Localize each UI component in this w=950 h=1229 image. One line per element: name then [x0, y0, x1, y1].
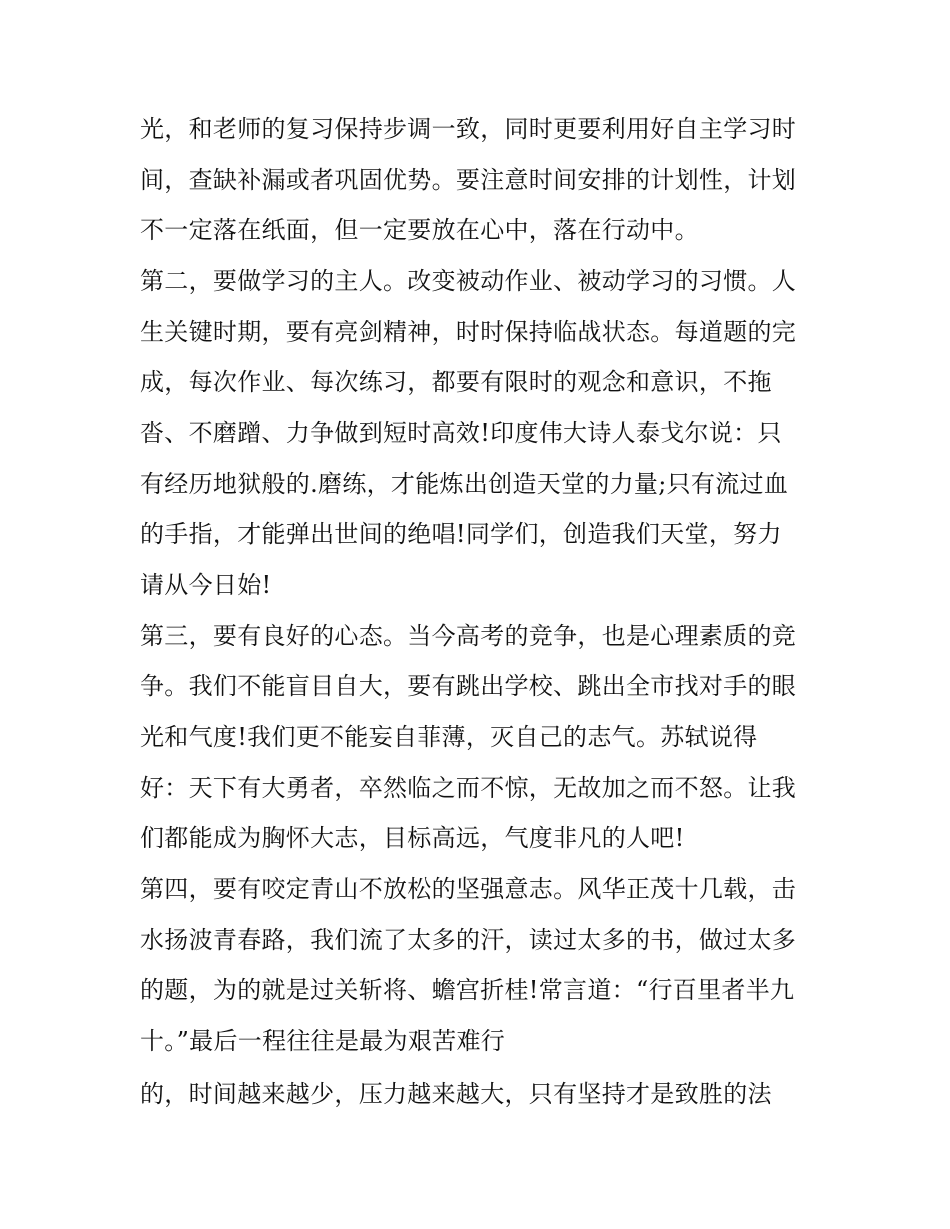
text-line: 第二，要做学习的主人。改变被动作业、被动学习的习惯。人 — [140, 267, 797, 295]
text-line: 水扬波青春路，我们流了太多的汗，读过太多的书，做过太多 — [140, 926, 797, 954]
text-line: 不一定落在纸面，但一定要放在心中，落在行动中。 — [140, 216, 699, 244]
text-line: 光和气度!我们更不能妄自菲薄，灭自己的志气。苏轼说得 — [140, 723, 758, 751]
text-line: 争。我们不能盲目自大，要有跳出学校、跳出全市找对手的眼 — [140, 672, 797, 700]
text-line: 请从今日始! — [140, 571, 272, 599]
text-line: 沓、不磨蹭、力争做到短时高效!印度伟大诗人泰戈尔说：只 — [140, 419, 782, 447]
text-line: 好：天下有大勇者，卒然临之而不惊，无故加之而不怒。让我 — [140, 774, 797, 802]
text-line: 间，查缺补漏或者巩固优势。要注意时间安排的计划性，计划 — [140, 166, 797, 194]
text-line: 生关键时期，要有亮剑精神，时时保持临战状态。每道题的完 — [140, 318, 797, 346]
text-line: 第三，要有良好的心态。当今高考的竞争，也是心理素质的竞 — [140, 622, 797, 650]
text-line: 的题，为的就是过关斩将、蟾宫折桂!常言道：“行百里者半九 — [140, 976, 795, 1004]
text-line: 十。”最后一程往往是最为艰苦难行 — [140, 1027, 506, 1055]
text-line: 的，时间越来越少，压力越来越大，只有坚持才是致胜的法 — [140, 1080, 772, 1108]
text-line: 光，和老师的复习保持步调一致，同时更要利用好自主学习时 — [140, 115, 797, 143]
text-line: 成，每次作业、每次练习，都要有限时的观念和意识，不拖 — [140, 368, 772, 396]
text-line: 的手指，才能弹出世间的绝唱!同学们，创造我们天堂，努力 — [140, 520, 782, 548]
text-line: 第四，要有咬定青山不放松的坚强意志。风华正茂十几载，击 — [140, 875, 797, 903]
text-line: 们都能成为胸怀大志，目标高远，气度非凡的人吧! — [140, 824, 685, 852]
text-line: 有经历地狱般的.磨练，才能炼出创造天堂的力量;只有流过血 — [140, 470, 789, 498]
